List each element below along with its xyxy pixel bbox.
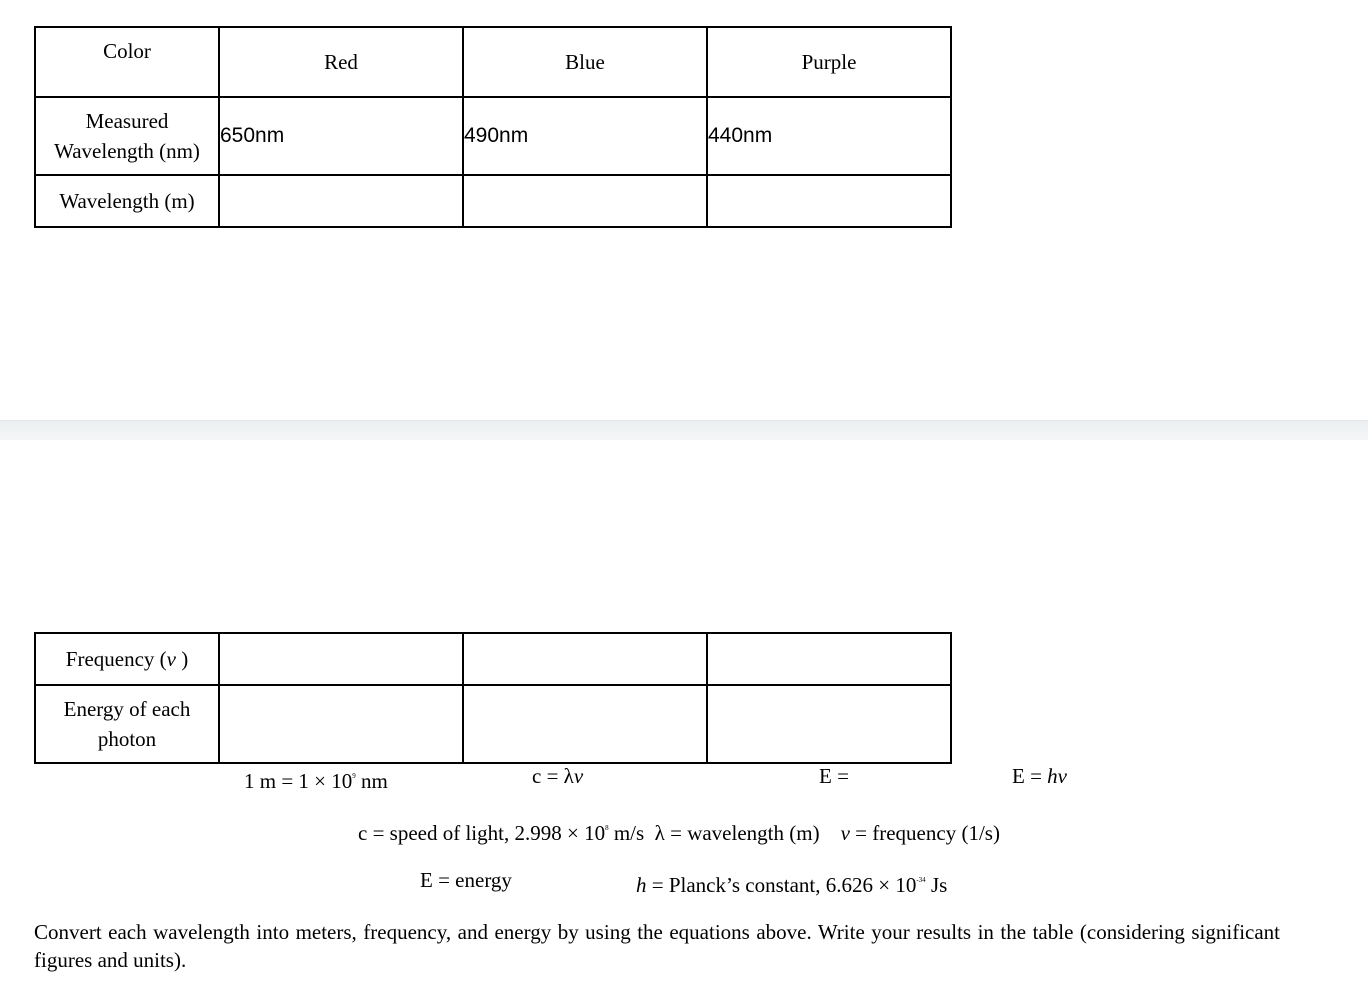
wavelength-m-label-cell xyxy=(35,175,219,227)
def-h-text: = Planck’s constant, 6.626 × 10 xyxy=(646,873,917,897)
blue-energy-cell[interactable] xyxy=(463,685,707,763)
row-label-line2: photon xyxy=(97,727,157,751)
blue-wavelength-m-cell[interactable] xyxy=(463,175,707,227)
energy-eq-rhs: hv xyxy=(1047,764,1067,788)
frequency-energy-table xyxy=(34,632,952,764)
table-row xyxy=(35,175,951,227)
definition-energy xyxy=(420,867,512,893)
purple-energy-cell[interactable] xyxy=(707,685,951,763)
energy-equation xyxy=(1012,763,1067,789)
def-c-exponent: 8 xyxy=(605,824,609,832)
conversion-text: 1 m = 1 × 10 xyxy=(244,769,353,793)
def-lambda-text: λ = wavelength (m) xyxy=(654,821,820,845)
header-blue-text: Blue xyxy=(565,50,605,74)
def-h-symbol: h xyxy=(636,873,647,897)
page-break xyxy=(0,420,1368,441)
def-e-text: E = energy xyxy=(420,868,512,892)
purple-frequency-cell[interactable] xyxy=(707,633,951,685)
def-c-unit: m/s xyxy=(608,821,645,845)
conversion-exponent: 9 xyxy=(352,772,356,780)
speed-equation xyxy=(532,763,583,789)
row-label-line1: Energy of each xyxy=(63,697,191,721)
header-red-text: Red xyxy=(324,50,358,74)
row-label-line2: Wavelength (nm) xyxy=(54,139,200,163)
document-page-bottom xyxy=(0,440,1368,994)
purple-measured-cell[interactable]: 440nm xyxy=(707,97,951,175)
header-purple-text: Purple xyxy=(801,50,857,74)
def-nu-text: = frequency (1/s) xyxy=(849,821,1000,845)
energy-eq-partial-text: E = xyxy=(819,764,849,788)
blue-frequency-cell[interactable] xyxy=(463,633,707,685)
header-red xyxy=(219,27,463,97)
table-header-row xyxy=(35,27,951,97)
document-page-top xyxy=(0,0,1368,420)
header-label-cell xyxy=(35,27,219,97)
red-measured-cell[interactable]: 650nm xyxy=(219,97,463,175)
red-frequency-cell[interactable] xyxy=(219,633,463,685)
energy-equation-partial xyxy=(819,763,849,789)
frequency-label-cell xyxy=(35,633,219,685)
nu-symbol: v xyxy=(166,647,176,671)
definition-line-1 xyxy=(358,815,1000,846)
header-blue xyxy=(463,27,707,97)
conversion-unit: nm xyxy=(355,769,388,793)
red-energy-cell[interactable] xyxy=(219,685,463,763)
table-row xyxy=(35,97,951,175)
definition-planck xyxy=(636,867,947,898)
def-c-text: c = speed of light, 2.998 × 10 xyxy=(358,821,606,845)
measured-wavelength-label-cell xyxy=(35,97,219,175)
def-h-unit: Js xyxy=(925,873,948,897)
frequency-label-end: ) xyxy=(175,647,189,671)
row-label: Wavelength (m) xyxy=(59,189,195,213)
conversion-equation xyxy=(244,763,388,794)
energy-label-cell xyxy=(35,685,219,763)
speed-eq-nu: v xyxy=(573,764,584,788)
red-wavelength-m-cell[interactable] xyxy=(219,175,463,227)
purple-wavelength-m-cell[interactable] xyxy=(707,175,951,227)
speed-eq-text: c = λ xyxy=(532,764,574,788)
header-purple xyxy=(707,27,951,97)
header-label: Color xyxy=(103,39,151,63)
row-label-line1: Measured xyxy=(85,109,169,133)
table-row xyxy=(35,685,951,763)
instructions-paragraph: Convert each wavelength into meters, frequency, and energy by using the equations above. Write your results in the table (considering significant figures and units). xyxy=(34,920,1280,972)
table-row xyxy=(35,633,951,685)
def-h-exponent: -34 xyxy=(916,876,926,884)
blue-measured-cell[interactable]: 490nm xyxy=(463,97,707,175)
def-nu-symbol: v xyxy=(840,821,850,845)
frequency-label: Frequency ( xyxy=(65,647,167,671)
wavelength-table xyxy=(34,26,952,228)
energy-eq-lhs: E = xyxy=(1012,764,1048,788)
